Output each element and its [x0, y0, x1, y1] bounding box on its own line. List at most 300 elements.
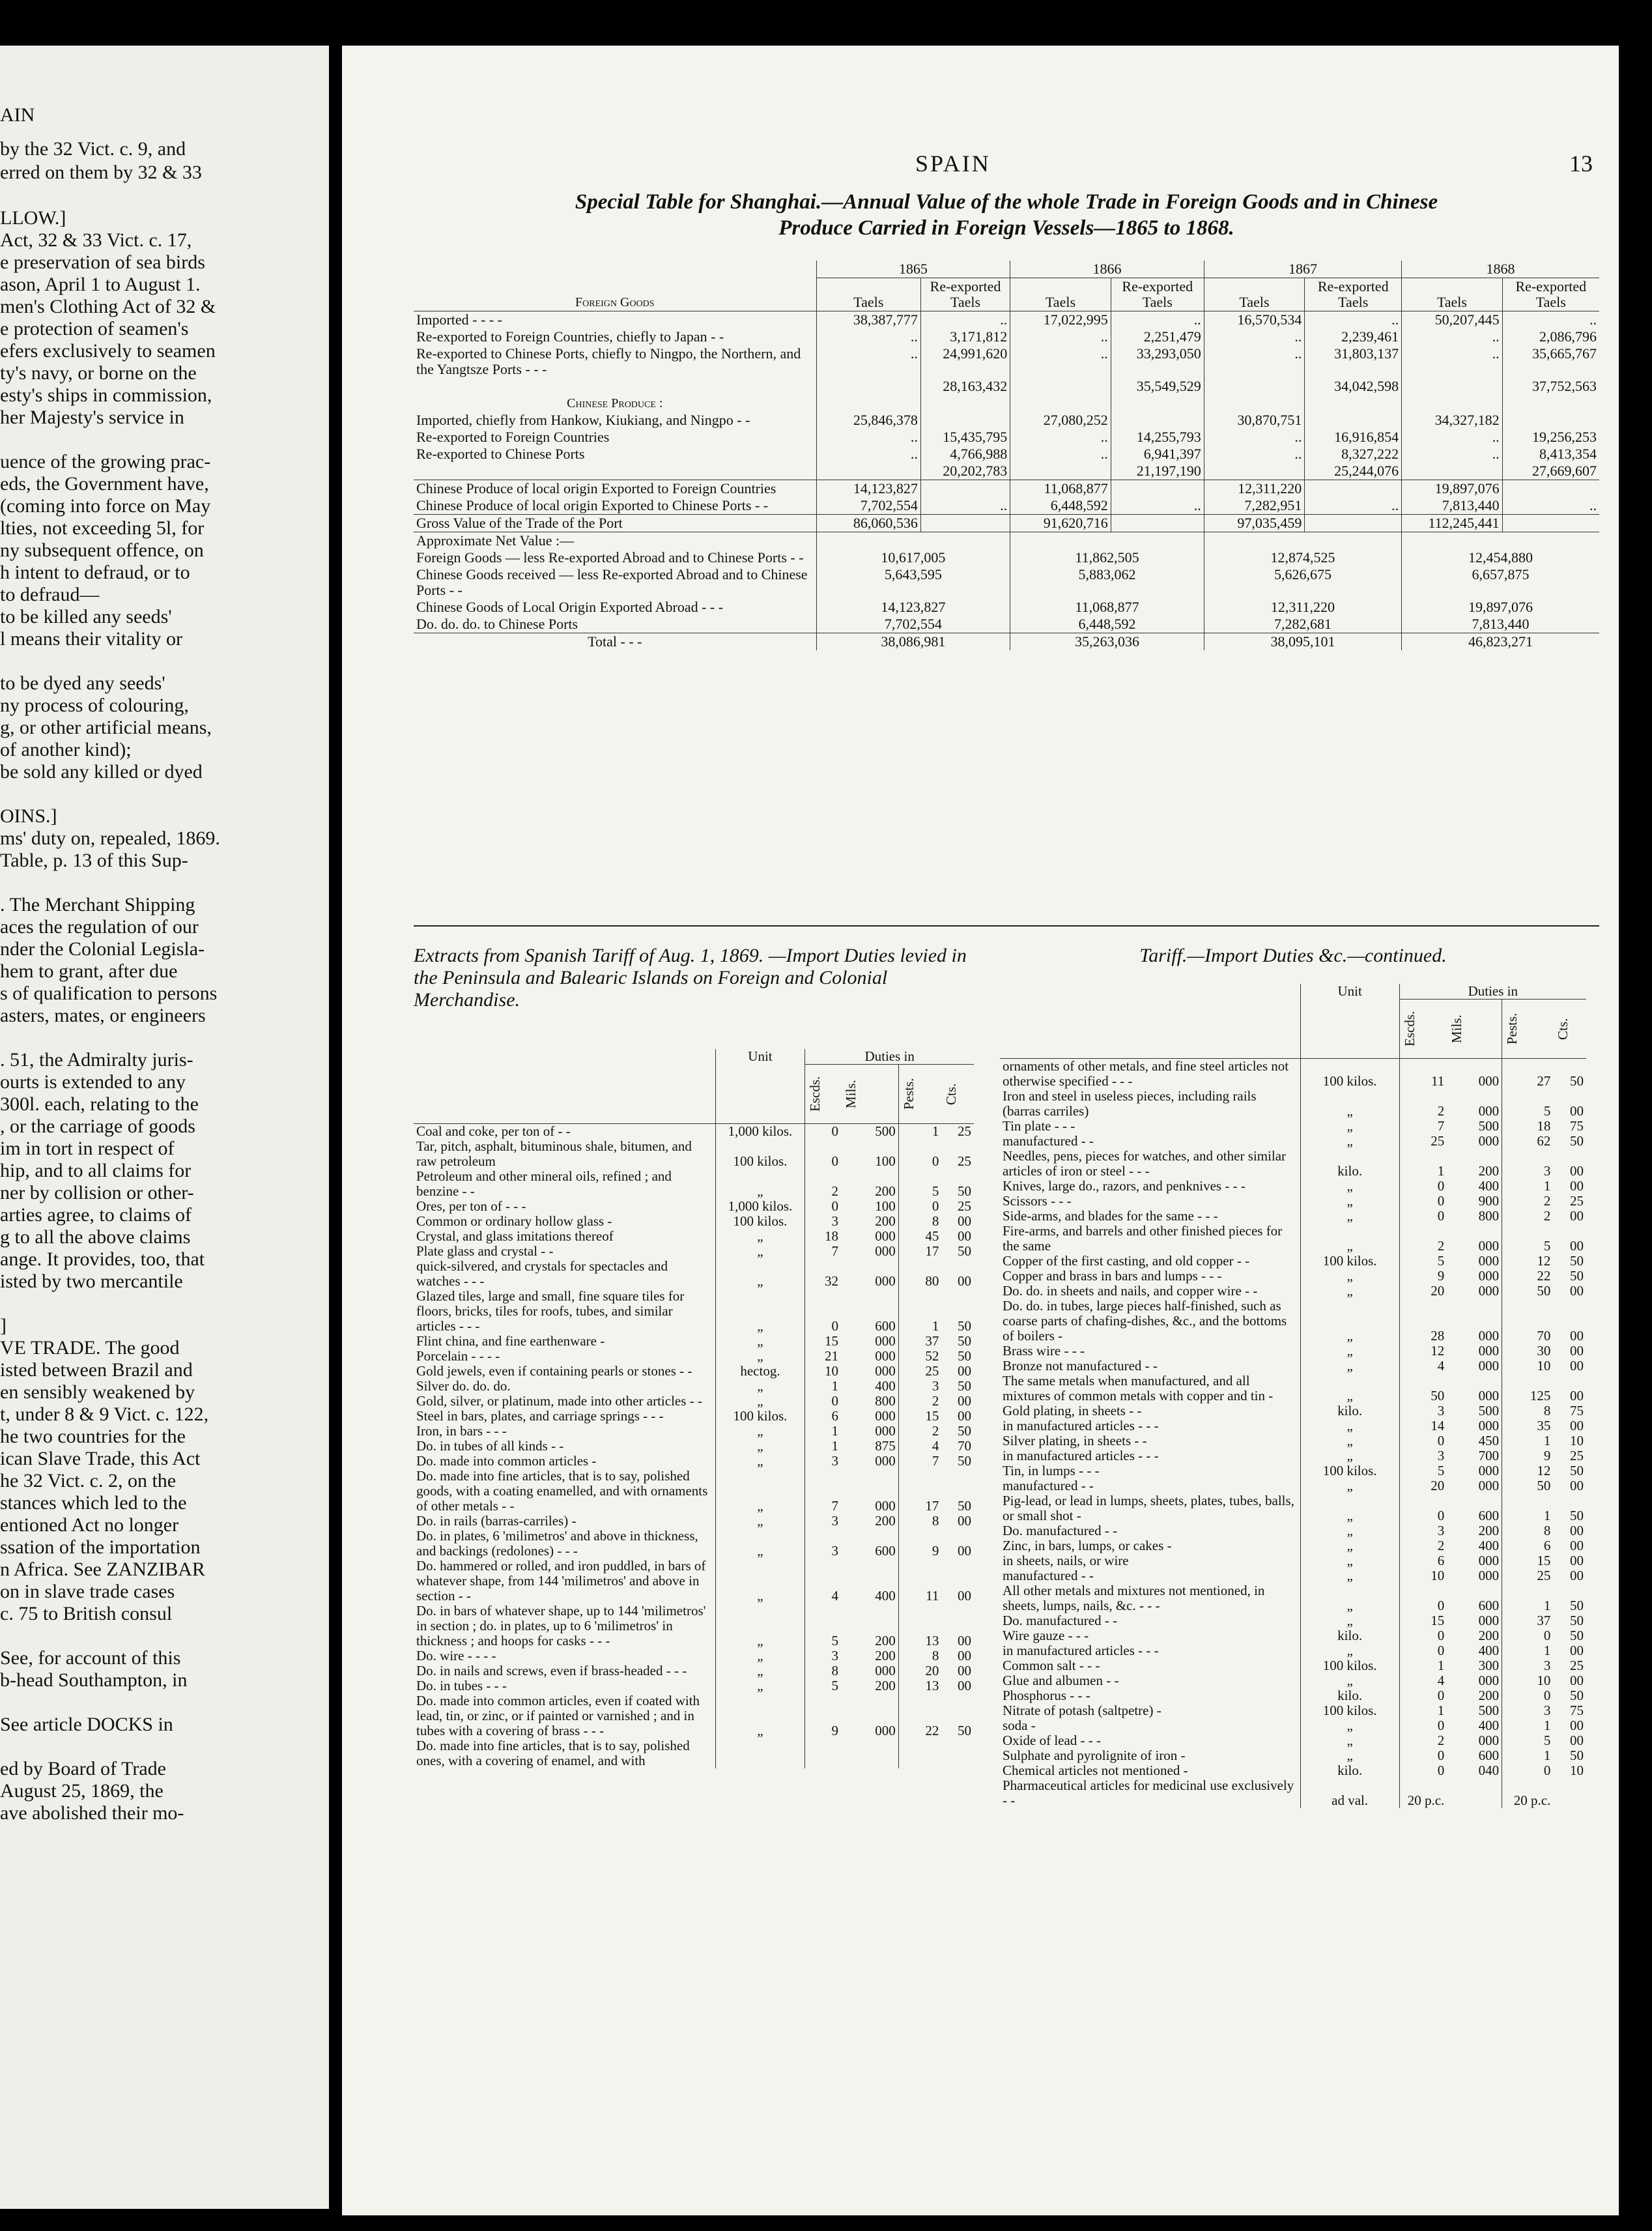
table-row [414, 633, 1599, 651]
duty-pesetas: 20 p.c. [1502, 1778, 1554, 1808]
duty-pesetas: 17 [898, 1469, 941, 1514]
table-row [414, 1648, 974, 1663]
duty-escudos: 7 [1399, 1119, 1447, 1134]
table-row [414, 378, 1599, 395]
cell-value [1502, 515, 1599, 532]
duty-pesetas: 1 [1502, 1433, 1554, 1448]
left-page-line: ason, April 1 to August 1. [0, 274, 201, 295]
cell-value: 30,870,751 [1204, 412, 1305, 429]
duty-milesimos: 000 [875, 1273, 896, 1289]
duty-escudos: 3 [805, 1214, 841, 1229]
duty-pesetas: 7 [898, 1454, 941, 1469]
table-row [1000, 1673, 1586, 1688]
duty-milesimos: 000 [1478, 1268, 1500, 1284]
duty-escudos: 0 [1399, 1688, 1447, 1703]
duty-milesimos: 600 [875, 1318, 896, 1334]
table-row [414, 1604, 974, 1648]
duty-escudos: 0 [805, 1139, 841, 1169]
cell-value: 19,897,076 [1402, 480, 1503, 498]
left-page-line: ssation of the importation [0, 1536, 201, 1558]
tariff-unit: „ [1300, 1643, 1399, 1658]
table-row [1000, 1254, 1586, 1269]
tariff-item: Do. in rails (barras-carriles) - [416, 1513, 577, 1529]
duty-escudos: 0 [1399, 1643, 1447, 1658]
duty-pesetas: 11 [898, 1559, 941, 1604]
duty-centimos: 00 [958, 1678, 971, 1693]
duty-pesetas: 3 [1502, 1658, 1554, 1673]
tariff-item: Pharmaceutical articles for medicinal use exclusively - - [1003, 1778, 1294, 1808]
cell-value: 112,245,441 [1402, 515, 1503, 532]
left-page-line: hem to grant, after due [0, 960, 178, 982]
duty-pesetas: 1 [898, 1124, 941, 1140]
row-label: Re-exported to Chinese Ports, chiefly to Ningpo, the Northern, and the Yangtsze Ports - - - [416, 345, 801, 377]
tariff-unit: „ [1300, 1493, 1399, 1523]
duty-centimos: 50 [1570, 1253, 1584, 1269]
tariff-item: Do. made into fine articles, that is to say, polished ones, with a covering of enamel, and with [416, 1738, 690, 1768]
tariff-item: Side-arms, and blades for the same - - - [1003, 1208, 1218, 1224]
duty-milesimos [1447, 1778, 1502, 1808]
tariff-item: Do. do. in sheets and nails, and copper wire - - [1003, 1283, 1258, 1299]
cell-value: 14,123,827 [816, 599, 1010, 616]
tariff-item: Flint china, and fine earthenware - [416, 1333, 605, 1349]
table-row [1000, 1374, 1586, 1403]
row-label: Chinese Produce of local origin Exported to Foreign Countries [414, 480, 816, 498]
tariff-item: Do. hammered or rolled, and iron puddled, in bars of whatever shape, from 144 'milimetros' and above in section - - [416, 1558, 706, 1604]
duty-pesetas: 30 [1502, 1344, 1554, 1359]
tariff-item: in manufactured articles - - - [1003, 1448, 1159, 1463]
tariff-unit: „ [715, 1648, 805, 1663]
cell-value: 11,068,877 [1010, 599, 1204, 616]
duty-milesimos: 000 [875, 1453, 896, 1469]
table-row [414, 446, 1599, 463]
duty-pesetas: 1 [1502, 1643, 1554, 1658]
duty-milesimos: 000 [1478, 1283, 1500, 1299]
left-page-line: aces the regulation of our [0, 916, 199, 938]
duty-escudos: 3 [1399, 1403, 1447, 1418]
duty-milesimos: 400 [1478, 1178, 1500, 1194]
duty-milesimos: 000 [1478, 1673, 1500, 1688]
cell-value: .. [1010, 328, 1111, 345]
cell-value: 12,311,220 [1204, 480, 1305, 498]
row-label [414, 378, 816, 395]
tariff-unit: „ [1300, 1418, 1399, 1433]
tariff-item: Glue and albumen - - [1003, 1673, 1119, 1688]
tariff-right-table [1000, 984, 1586, 1808]
cell-value: .. [1010, 345, 1111, 378]
row-label [414, 463, 816, 480]
table-row [1000, 1478, 1586, 1493]
cell-value: .. [1502, 497, 1599, 515]
duty-escudos: 3 [805, 1514, 841, 1529]
duty-pesetas: 50 [1502, 1284, 1554, 1299]
cell-value: 6,448,592 [1010, 616, 1204, 633]
duty-milesimos: 500 [1478, 1703, 1500, 1718]
tariff-item: Do. made into common articles - [416, 1453, 597, 1469]
duty-escudos: 8 [805, 1663, 841, 1678]
duty-centimos: 00 [958, 1663, 971, 1678]
duty-centimos: 00 [958, 1393, 971, 1409]
cell-value [1305, 515, 1402, 532]
duty-milesimos: 000 [1478, 1388, 1500, 1403]
duty-milesimos: 200 [875, 1213, 896, 1229]
col-unit: Unit [715, 1049, 805, 1124]
duty-milesimos: 200 [1478, 1688, 1500, 1703]
duty-milesimos: 100 [875, 1153, 896, 1169]
duty-milesimos: 000 [1478, 1343, 1500, 1359]
tariff-item: Needles, pens, pieces for watches, and other similar articles of iron or steel - - - [1003, 1148, 1287, 1179]
tariff-unit: 1,000 kilos. [715, 1124, 805, 1140]
tariff-unit: 100 kilos. [715, 1409, 805, 1424]
duty-centimos: 00 [958, 1648, 971, 1663]
duty-centimos: 00 [1570, 1523, 1584, 1538]
tariff-unit: „ [715, 1604, 805, 1648]
tariff-unit: „ [1300, 1194, 1399, 1209]
table-row [414, 1379, 974, 1394]
cell-value: 12,454,880 [1402, 549, 1599, 566]
tariff-unit: hectog. [715, 1364, 805, 1379]
duty-centimos: 50 [958, 1348, 971, 1364]
tariff-unit: 100 kilos. [1300, 1658, 1399, 1673]
duty-escudos: 5 [1399, 1254, 1447, 1269]
table-row [414, 1139, 974, 1169]
table-row [1000, 1194, 1586, 1209]
duty-centimos: 00 [1570, 1238, 1584, 1254]
duty-centimos: 25 [958, 1153, 971, 1169]
left-page-line: l means their vitality or [0, 628, 182, 650]
cell-value: 7,282,951 [1204, 497, 1305, 515]
cell-value: 86,060,536 [816, 515, 920, 532]
duty-escudos: 6 [805, 1409, 841, 1424]
year-1867: 1867 [1204, 261, 1401, 278]
duty-pesetas: 0 [898, 1199, 941, 1214]
duty-milesimos: 100 [875, 1198, 896, 1214]
tariff-item: Nitrate of potash (saltpetre) - [1003, 1703, 1161, 1718]
table-row [414, 515, 1599, 532]
duty-milesimos: 500 [875, 1123, 896, 1139]
tariff-item: Oxide of lead - - - [1003, 1733, 1102, 1748]
left-page-line: OINS.] [0, 805, 57, 827]
duty-centimos: 25 [958, 1198, 971, 1214]
duty-centimos: 50 [1570, 1508, 1584, 1523]
duty-escudos: 4 [1399, 1359, 1447, 1374]
duty-centimos: 50 [958, 1243, 971, 1259]
cell-value: .. [920, 497, 1010, 515]
duty-milesimos: 300 [1478, 1658, 1500, 1673]
duty-pesetas: 0 [1502, 1628, 1554, 1643]
tariff-item: Brass wire - - - [1003, 1343, 1085, 1359]
duty-milesimos: 400 [875, 1378, 896, 1394]
left-page-line: . 51, the Admiralty juris- [0, 1049, 193, 1071]
cell-value: 27,669,607 [1502, 463, 1599, 480]
tariff-item: Copper and brass in bars and lumps - - - [1003, 1268, 1222, 1284]
cell-value: 21,197,190 [1111, 463, 1204, 480]
duty-centimos: 00 [1570, 1358, 1584, 1374]
cell-value: 46,823,271 [1402, 633, 1599, 651]
tariff-unit: kilo. [1300, 1628, 1399, 1643]
tariff-item: Do. in bars of whatever shape, up to 144 'milimetros' in section ; do. in plates, up to 6 'milimetros' in thickness ; and hoops for casks - - - [416, 1603, 706, 1648]
cell-value: 28,163,432 [920, 378, 1010, 395]
table-row [414, 1229, 974, 1244]
left-page-line: e preservation of sea birds [0, 252, 205, 273]
duty-escudos: 11 [1399, 1059, 1447, 1089]
cell-value: .. [1204, 345, 1305, 378]
tariff-unit: 100 kilos. [1300, 1059, 1399, 1089]
tariff-unit: 100 kilos. [1300, 1703, 1399, 1718]
tariff-unit: „ [1300, 1269, 1399, 1284]
table-row [414, 1678, 974, 1693]
left-page-line: (coming into force on May [0, 495, 211, 517]
tariff-item: Do. in plates, 6 'milimetros' and above in thickness, and backings (redolones) - - - [416, 1528, 698, 1559]
cell-value: 6,657,875 [1402, 566, 1599, 599]
duty-centimos: 25 [958, 1123, 971, 1139]
row-label: Re-exported to Foreign Countries, chiefly to Japan - - [416, 328, 724, 345]
cell-value: 10,617,005 [816, 549, 1010, 566]
tariff-unit: „ [1300, 1224, 1399, 1254]
table-row [1000, 1763, 1586, 1778]
duty-milesimos: 000 [875, 1498, 896, 1514]
tariff-item: Scissors - - - [1003, 1193, 1072, 1209]
cell-value: 17,022,995 [1010, 311, 1111, 329]
left-page-line: asters, mates, or engineers [0, 1005, 206, 1026]
duty-pesetas: 2 [898, 1424, 941, 1439]
cell-value [1111, 412, 1204, 429]
cell-value: 14,255,793 [1111, 429, 1204, 446]
cell-value: .. [1402, 446, 1503, 463]
col-mils: Mils. [1447, 1000, 1502, 1059]
row-label: Re-exported to Chinese Ports [416, 446, 585, 462]
left-page-line: to defraud— [0, 584, 100, 605]
page-number: 13 [1569, 151, 1593, 177]
cell-value: 8,327,222 [1305, 446, 1402, 463]
tariff-continued-title: Tariff.—Import Duties &c.—continued. [1139, 945, 1447, 966]
left-page-line: men's Clothing Act of 32 & [0, 296, 216, 317]
row-label: Total - - - [414, 633, 816, 651]
duty-pesetas: 50 [1502, 1478, 1554, 1493]
left-page-line: c. 75 to British consul [0, 1603, 173, 1624]
tariff-item: Iron, in bars - - - [416, 1423, 507, 1439]
duty-escudos: 0 [805, 1124, 841, 1140]
duty-milesimos: 000 [875, 1723, 896, 1738]
row-label: Do. do. do. to Chinese Ports [416, 616, 578, 632]
left-page-line: ny subsequent offence, on [0, 540, 204, 561]
duty-milesimos: 600 [1478, 1508, 1500, 1523]
left-page-line: arties agree, to claims of [0, 1204, 192, 1226]
tariff-unit: 100 kilos. [1300, 1463, 1399, 1478]
duty-pesetas: 20 [898, 1663, 941, 1678]
duty-centimos: 00 [1570, 1733, 1584, 1748]
duty-escudos: 7 [805, 1244, 841, 1259]
duty-milesimos: 200 [875, 1648, 896, 1663]
cell-value [1111, 515, 1204, 532]
tariff-unit: „ [715, 1454, 805, 1469]
left-page-line: h intent to defraud, or to [0, 562, 190, 583]
tariff-item: Common or ordinary hollow glass - [416, 1213, 612, 1229]
cell-value: 25,244,076 [1305, 463, 1402, 480]
duty-centimos: 00 [958, 1633, 971, 1648]
tariff-unit: kilo. [1300, 1403, 1399, 1418]
duty-milesimos: 500 [1478, 1118, 1500, 1134]
table-row [1000, 1418, 1586, 1433]
tariff-item: Glazed tiles, large and small, fine square tiles for floors, bricks, tiles for roofs, tubes, and similar articles - - - [416, 1288, 685, 1334]
tariff-item: quick-silvered, and crystals for spectacles and watches - - - [416, 1258, 668, 1289]
duty-milesimos: 000 [1478, 1463, 1500, 1478]
col-mils: Mils. [841, 1065, 898, 1124]
duty-escudos [805, 1738, 841, 1768]
cell-value: .. [1402, 429, 1503, 446]
col-reexported-taels: Re-exported Taels [920, 278, 1010, 311]
table-row [414, 1124, 974, 1140]
tariff-unit: „ [1300, 1568, 1399, 1583]
tariff-unit: „ [715, 1244, 805, 1259]
duty-escudos: 1 [805, 1379, 841, 1394]
cell-value: 24,991,620 [920, 345, 1010, 378]
left-page-line: ange. It provides, too, that [0, 1248, 205, 1270]
tariff-unit: „ [1300, 1284, 1399, 1299]
duty-pesetas: 15 [1502, 1553, 1554, 1568]
duty-centimos: 00 [1570, 1283, 1584, 1299]
duty-escudos: 32 [805, 1259, 841, 1289]
table-row [1000, 1059, 1586, 1089]
cell-value [1402, 463, 1503, 480]
cell-value: 7,702,554 [816, 616, 1010, 633]
tariff-item: Gold plating, in sheets - - [1003, 1403, 1142, 1418]
table-row [1000, 1299, 1586, 1344]
table-row [414, 345, 1599, 378]
duty-escudos: 20 [1399, 1284, 1447, 1299]
table-row [1000, 1179, 1586, 1194]
table-row [1000, 1134, 1586, 1149]
duty-centimos: 25 [1570, 1193, 1584, 1209]
duty-centimos: 00 [1570, 1418, 1584, 1433]
duty-pesetas: 1 [1502, 1179, 1554, 1194]
cell-value: .. [1305, 311, 1402, 329]
tariff-item: in manufactured articles - - - [1003, 1643, 1159, 1658]
cell-value: 7,702,554 [816, 497, 920, 515]
cell-value [1111, 480, 1204, 498]
left-page-line: b-head Southampton, in [0, 1669, 188, 1691]
left-page-line: efers exclusively to seamen [0, 340, 216, 362]
cell-value [1204, 463, 1305, 480]
table-row [1000, 1463, 1586, 1478]
duty-centimos: 50 [1570, 1133, 1584, 1149]
table-row [414, 549, 1599, 566]
duty-centimos: 00 [1570, 1328, 1584, 1344]
duty-milesimos: 000 [1478, 1478, 1500, 1493]
duty-pesetas: 8 [898, 1514, 941, 1529]
duty-pesetas: 3 [1502, 1149, 1554, 1179]
cell-value: .. [1204, 328, 1305, 345]
duty-milesimos: 000 [875, 1363, 896, 1379]
table-row [1000, 1284, 1586, 1299]
table-row [1000, 1733, 1586, 1748]
duty-escudos: 1 [1399, 1703, 1447, 1718]
duty-milesimos: 000 [1478, 1073, 1500, 1089]
cell-value: 11,068,877 [1010, 480, 1111, 498]
cell-value [1010, 463, 1111, 480]
left-page-line: of another kind); [0, 739, 132, 760]
tariff-unit: „ [715, 1424, 805, 1439]
tariff-item: Pig-lead, or lead in lumps, sheets, plates, tubes, balls, or small shot - [1003, 1493, 1294, 1523]
left-page-line: s of qualification to persons [0, 983, 218, 1004]
table-row [414, 412, 1599, 429]
tariff-item: in sheets, nails, or wire [1003, 1553, 1129, 1568]
table-row [1000, 1643, 1586, 1658]
left-page-line: AIN [0, 104, 35, 126]
cell-value [1204, 378, 1305, 395]
duty-escudos: 3 [1399, 1523, 1447, 1538]
duty-escudos: 9 [1399, 1269, 1447, 1284]
cell-value: 20,202,783 [920, 463, 1010, 480]
tariff-unit: „ [715, 1169, 805, 1199]
left-page-line: on in slave trade cases [0, 1581, 175, 1602]
cell-value: 25,846,378 [816, 412, 920, 429]
duty-milesimos: 900 [1478, 1193, 1500, 1209]
duty-escudos: 4 [1399, 1673, 1447, 1688]
cell-value: 7,813,440 [1402, 497, 1503, 515]
cell-value: 34,042,598 [1305, 378, 1402, 395]
tariff-unit: „ [1300, 1209, 1399, 1224]
duty-centimos: 75 [1570, 1403, 1584, 1418]
tariff-extract-title: Extracts from Spanish Tariff of Aug. 1, 1869. —Import Duties levied in the Peninsula and Balearic Islands on Foreign and Colonial Merchandise. [414, 945, 967, 1011]
duty-pesetas: 5 [898, 1169, 941, 1199]
divider-rule [414, 925, 1599, 927]
cell-value: 14,123,827 [816, 480, 920, 498]
tariff-item: Fire-arms, and barrels and other finished pieces for the same [1003, 1223, 1283, 1254]
tariff-item: Zinc, in bars, lumps, or cakes - [1003, 1538, 1172, 1553]
cell-value [1402, 378, 1503, 395]
tariff-unit: „ [1300, 1583, 1399, 1613]
cell-value: 19,897,076 [1402, 599, 1599, 616]
duty-centimos [1553, 1778, 1586, 1808]
duty-centimos: 50 [958, 1318, 971, 1334]
tariff-unit: „ [1300, 1344, 1399, 1359]
left-page-line: See, for account of this [0, 1647, 181, 1669]
title-line-2: Produce Carried in Foreign Vessels—1865 to 1868. [778, 216, 1234, 240]
duty-milesimos: 500 [1478, 1403, 1500, 1418]
duty-escudos: 1 [1399, 1658, 1447, 1673]
left-page-line: isted between Brazil and [0, 1359, 193, 1381]
duty-escudos: 20 [1399, 1478, 1447, 1493]
duty-centimos: 00 [1570, 1673, 1584, 1688]
duty-milesimos: 600 [1478, 1598, 1500, 1613]
cell-value: 4,766,988 [920, 446, 1010, 463]
duty-escudos: 7 [805, 1469, 841, 1514]
tariff-item: Plate glass and crystal - - [416, 1243, 554, 1259]
duty-milesimos: 000 [875, 1423, 896, 1439]
cell-value: .. [1010, 446, 1111, 463]
tariff-unit: 100 kilos. [715, 1214, 805, 1229]
row-label: Imported - - - - [416, 311, 502, 328]
table-row [414, 1244, 974, 1259]
tariff-item: Wire gauze - - - [1003, 1628, 1089, 1643]
duty-milesimos: 000 [1478, 1553, 1500, 1568]
table-row [1000, 1658, 1586, 1673]
cell-value [1502, 480, 1599, 498]
tariff-item: Petroleum and other mineral oils, refined ; and benzine - - [416, 1168, 672, 1199]
tariff-item: Do. in tubes - - - [416, 1678, 507, 1693]
table-row [414, 1169, 974, 1199]
col-duties: Duties in [1399, 984, 1586, 1000]
cell-value: .. [1502, 311, 1599, 329]
table-row [414, 1559, 974, 1604]
table-row [414, 1364, 974, 1379]
net-value-heading: Approximate Net Value :— [414, 532, 816, 550]
duty-escudos: 6 [1399, 1553, 1447, 1568]
table-row [1000, 1344, 1586, 1359]
table-row [1000, 1703, 1586, 1718]
tariff-item: Copper of the first casting, and old copper - - [1003, 1253, 1250, 1269]
cell-value: 35,263,036 [1010, 633, 1204, 651]
